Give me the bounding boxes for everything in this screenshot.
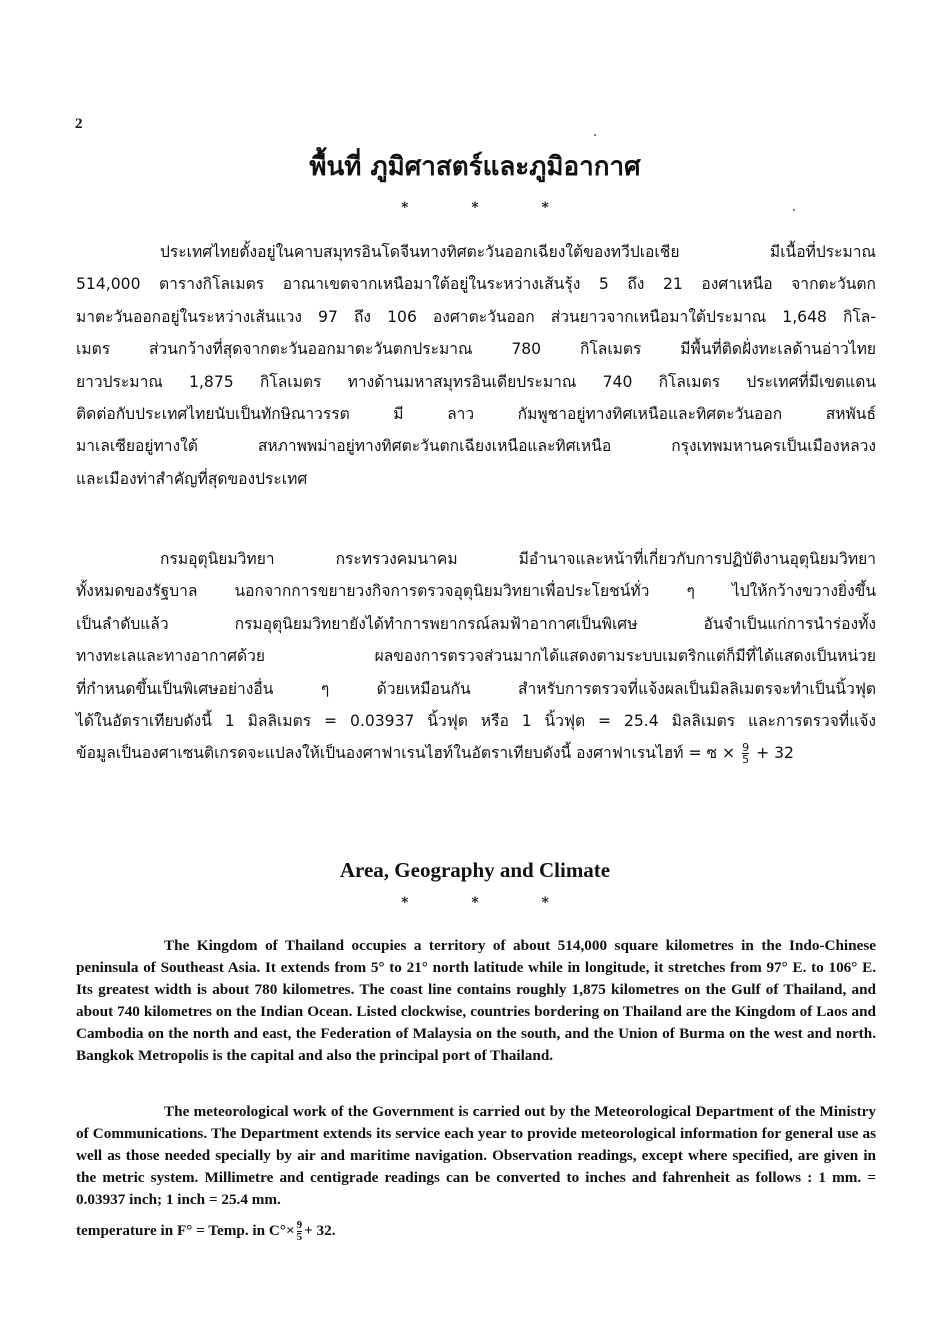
english-temperature-formula (76, 1220, 336, 1243)
thai-line: ทางทะเลและทางอากาศด้วย ผลของการตรวจส่วนมากได้แสดงตามระบบเมตริกแต่ก็มีที่ได้แสดงเป็นหน่วย (76, 647, 876, 666)
thai-paragraph-area (76, 236, 876, 495)
english-title-stars: * * * (401, 895, 549, 911)
thai-line: ทั้งหมดของรัฐบาล นอกจากการขยายวงกิจการตรวจอุตุนิยมวิทยาเพื่อประโยชน์ทั่ว ๆ ไปให้กว้างขวางยิ่งขึ้น (76, 582, 876, 601)
temperature-fraction-numerator: 9 (296, 1219, 303, 1231)
thai-formula-line (76, 737, 876, 769)
temperature-fraction-denominator: 5 (296, 1231, 303, 1243)
english-paragraph-area (76, 935, 876, 1067)
page-number: 2 (75, 116, 83, 132)
thai-paragraph-meteorology (76, 543, 876, 770)
thai-formula-tail: + 32 (756, 744, 794, 763)
thai-line: 514,000 ตารางกิโลเมตร อาณาเขตจากเหนือมาใต้อยู่ในระหว่างเส้นรุ้ง 5 ถึง 21 องศาเหนือ จากตะวันตก (76, 275, 876, 294)
english-paragraph-text: The Kingdom of Thailand occupies a territory of about 514,000 square kilometres in the Indo-Chinese peninsula of Southeast Asia. It extends from 5° to 21° north latitude while in longitude, it stretches from 97° E. to 106° E. Its greatest width is about 780 kilometres. The coast line contains roughly 1,875 kilometres on the Gulf of Thailand, and about 740 kilometres on the Indian Ocean. Listed clockwise, countries bordering on Thailand are the Kingdom of Laos and Cambodia on the north and east, the Federation of Malaysia on the south, and the Union of Burma on the west and north. Bangkok Metropolis is the capital and also the principal port of Thailand. (76, 937, 876, 1064)
thai-line: และเมืองท่าสำคัญที่สุดของประเทศ (76, 469, 308, 488)
thai-line: ข้อมูลเป็นองศาเซนติเกรดจะแปลงให้เป็นองศาฟาเรนไฮท์ในอัตราเทียบดังนี้ องศาฟาเรนไฮท์ = ซ × (76, 744, 736, 763)
temperature-formula-prefix: temperature in F° = Temp. in C°× (76, 1221, 295, 1239)
thai-line: เป็นลำดับแล้ว กรมอุตุนิยมวิทยายังได้ทำการพยากรณ์ลมฟ้าอากาศเป็นพิเศษ อันจำเป็นแก่การนำร่องทั้ง (76, 614, 876, 633)
thai-fraction-denominator: 5 (742, 753, 750, 767)
thai-line: ยาวประมาณ 1,875 กิโลเมตร ทางด้านมหาสมุทรอินเดียประมาณ 740 กิโลเมตร ประเทศที่มีเขตแดน (76, 372, 876, 391)
english-section-title: Area, Geography and Climate (339, 858, 611, 882)
thai-title-stars: * * * (401, 200, 549, 216)
thai-line: ประเทศไทยตั้งอยู่ในคาบสมุทรอินโดจีนทางทิศตะวันออกเฉียงใต้ของทวีปเอเชีย มีเนื้อที่ประมาณ (160, 243, 876, 261)
thai-line: กรมอุตุนิยมวิทยา กระทรวงคมนาคม มีอำนาจและหน้าที่เกี่ยวกับการปฏิบัติงานอุตุนิยมวิทยา (160, 550, 876, 568)
scan-speck (594, 134, 596, 136)
temperature-formula-tail: + 32. (304, 1221, 336, 1239)
english-paragraph-meteorology (76, 1101, 876, 1211)
thai-line: มาตะวันออกอยู่ในระหว่างเส้นแวง 97 ถึง 106 องศาตะวันออก ส่วนยาวจากเหนือมาใต้ประมาณ 1,648 กิโล- (76, 307, 876, 326)
thai-line: ที่กำหนดขึ้นเป็นพิเศษอย่างอื่น ๆ ด้วยเหมือนกัน สำหรับการตรวจที่แจ้งผลเป็นมิลลิเมตรจะทำเป็นนิ้วฟุต (76, 679, 876, 698)
temperature-fraction (297, 1220, 303, 1243)
scan-speck (793, 209, 795, 211)
thai-line: เมตร ส่วนกว้างที่สุดจากตะวันออกมาตะวันตกประมาณ 780 กิโลเมตร มีพื้นที่ติดฝั่งทะเลด้านอ่าวไทย (76, 340, 876, 359)
thai-line: ได้ในอัตราเทียบดังนี้ 1 มิลลิเมตร = 0.03937 นิ้วฟุต หรือ 1 นิ้วฟุต = 25.4 มิลลิเมตร และการตรวจที่แจ้ง (76, 712, 876, 731)
english-paragraph-text: The meteorological work of the Government is carried out by the Meteorological Department of the Ministry of Communications. The Department extends its service each year to provide meteorological information for general use as well as those needed specially by air and maritime navigation. Observation readings, except where specified, are given in the metric system. Millimetre and centigrade readings can be converted to inches and fahrenheit as follows : 1 mm. = 0.03937 inch; 1 inch = 25.4 mm. (76, 1103, 876, 1208)
thai-page-title: พื้นที่ ภูมิศาสตร์และภูมิอากาศ (309, 152, 641, 182)
thai-line: ติดต่อกับประเทศไทยนับเป็นทักษิณาวรรต มี ลาว กัมพูชาอยู่ทางทิศเหนือและทิศตะวันออก สหพันธ์ (76, 405, 876, 424)
thai-line: มาเลเซียอยู่ทางใต้ สหภาพพม่าอยู่ทางทิศตะวันตกเฉียงเหนือและทิศเหนือ กรุงเทพมหานครเป็นเมืองหลวง (76, 437, 876, 456)
thai-fraction-numerator: 9 (742, 741, 750, 755)
thai-fraction (742, 742, 749, 765)
